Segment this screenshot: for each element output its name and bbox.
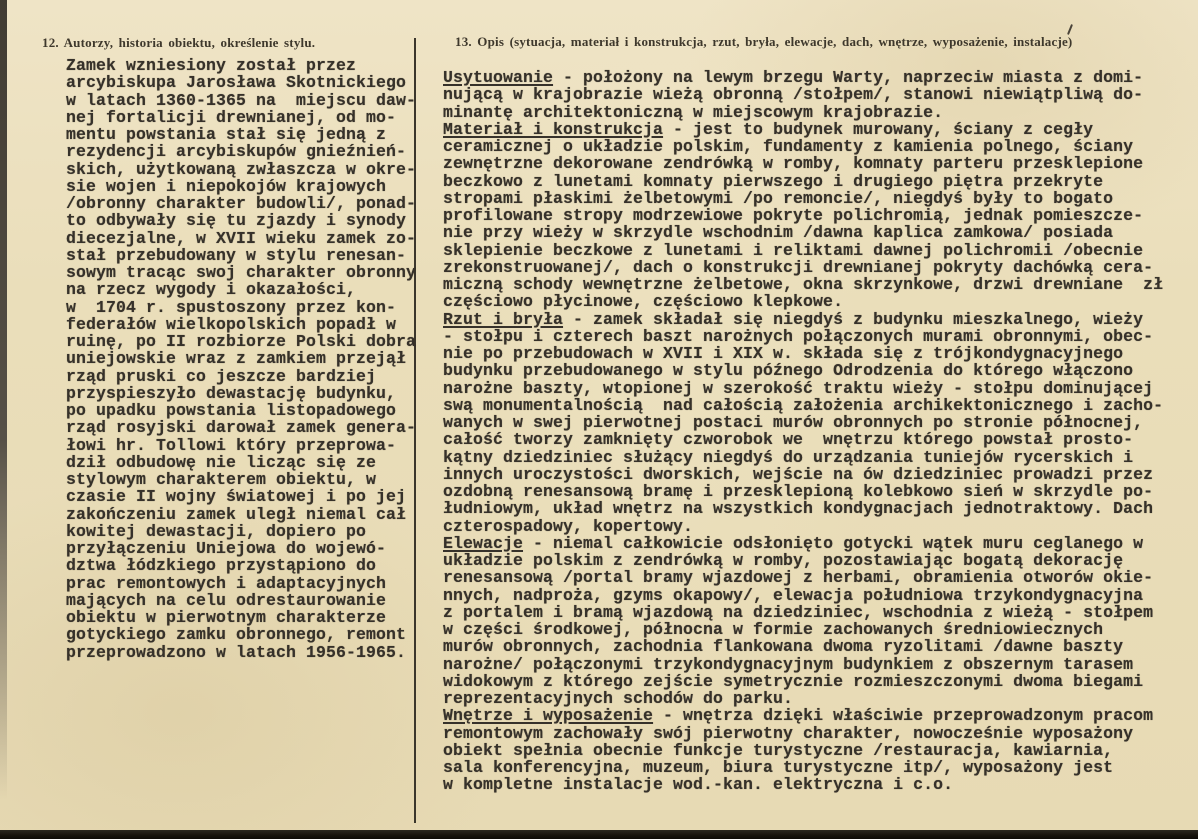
text-line: arcybiskupa Jarosława Skotnickiego: [66, 73, 407, 93]
text-line: w latach 1360-1365 na miejscu daw-: [66, 90, 417, 110]
description-column-text: [443, 69, 1188, 794]
text-line: po upadku powstania listopadowego: [66, 401, 397, 420]
text-line: nie przy wieży w skrzydle wschodnim /dawna kaplica zamkowa/ posiada: [443, 223, 1114, 243]
text-line: z portalem i bramą wjazdową na dziedziniec, wschodnia z wieżą - stołpem: [443, 602, 1154, 622]
text-line: łudniowym, układ wnętrz na wszystkich kondygnacjach jednotraktowy. Dach: [443, 499, 1154, 519]
text-line: Rzut i bryła - zamek składał się niegdyś z budynku mieszkalnego, wieży: [443, 309, 1144, 329]
text-line: - stołpu i czterech baszt narożnych połączonych murami obronnymi, obec-: [443, 326, 1154, 346]
text-line: wanych w swej pierwotnej postaci murów obronnych po stronie północnej,: [443, 413, 1144, 432]
text-line: nnych, nadproża, gzyms okapowy/, elewacja południowa trzykondygnacyjna: [443, 585, 1144, 605]
text-line: obiekt spełnia obecnie funkcje turystyczne /restauracja, kawiarnia,: [443, 740, 1114, 760]
section-13-header: 13. Opis (sytuacja, materiał i konstrukcja, rzut, bryła, elewacje, dach, wnętrze, wyposażenie, instalacje): [455, 34, 1073, 49]
text-line: przyłączeniu Uniejowa do wojewó-: [66, 539, 387, 558]
text-line: narożne/ połączonymi trzykondygnacyjnym budynkiem z obszernym tarasem: [443, 654, 1134, 674]
text-line: całość tworzy zamknięty czworobok we wnętrzu którego powstał prosto-: [443, 430, 1134, 450]
text-line: kątny dziedziniec służący niegdyś do urządzania tuniejów rycerskich i: [443, 447, 1134, 467]
text-line: narożne baszty, wtopionej w szerokość traktu wieży - stołpu dominującej: [443, 378, 1154, 398]
text-line: rząd pruski co jeszcze bardziej: [66, 366, 377, 386]
text-line: budynku przebudowanego w stylu późnego Odrodzenia do którego włączono: [443, 361, 1134, 381]
text-line: czterospadowy, kopertowy.: [443, 516, 694, 536]
text-line: ceramicznej o układzie polskim, fundamenty z kamienia polnego, ściany: [443, 137, 1134, 156]
text-line: ruinę, po II rozbiorze Polski dobra: [66, 332, 417, 351]
history-column-text: [66, 57, 438, 661]
text-line: rezydencji arcybiskupów gnieźnień-: [66, 142, 407, 162]
text-line: prac remontowych i adaptacyjnych: [66, 573, 387, 593]
text-line: renesansową /portal bramy wjazdowej z herbami, obramienia otworów okie-: [443, 568, 1154, 588]
text-line: profilowane stropy modrzewiowe pokryte polichromią, jednak pomieszcze-: [443, 206, 1144, 225]
text-line: sala konferencyjna, muzeum, biura turystyczne itp/, wyposażony jest: [443, 758, 1114, 777]
text-line: stylowym charakterem obiektu, w: [66, 470, 377, 489]
text-line: federałów wielkopolskich popadł w: [66, 314, 397, 334]
text-line: częściowo płycinowe, częściowo klepkowe.: [443, 292, 844, 312]
text-line: przeprowadzono w latach 1956-1965.: [66, 642, 407, 662]
text-line: nie po przebudowach w XVII i XIX w. składa się z trójkondygnacyjnego: [443, 344, 1124, 363]
text-line: Zamek wzniesiony został przez: [66, 56, 357, 75]
scan-edge-left: [0, 0, 7, 800]
text-line: układzie polskim z zendrówką w romby, pozostawiając bogatą dekorację: [443, 551, 1124, 570]
section-12-header: 12. Autorzy, historia obiektu, określenie stylu.: [42, 35, 316, 50]
section-heading: Elewacje: [443, 533, 524, 553]
text-line: przyspieszyło dewastację budynku,: [66, 383, 397, 403]
text-line: kowitej dewastacji, dopiero po: [66, 521, 367, 541]
text-line: czasie II wojny światowej i po jej: [66, 487, 407, 507]
text-line: stał przebudowany w stylu renesan-: [66, 245, 407, 265]
text-line: zakończeniu zamek uległ niemal cał: [66, 504, 407, 524]
scan-edge-bottom: [0, 830, 1198, 839]
text-line: sie wojen i niepokojów krajowych: [66, 176, 387, 196]
text-line: Materiał i konstrukcja - jest to budynek murowany, ściany z cegły: [443, 119, 1094, 139]
text-line: Wnętrze i wyposażenie - wnętrza dzięki właściwie przeprowadzonym pracom: [443, 706, 1154, 726]
text-line: reprezentacyjnych schodów do parku.: [443, 689, 794, 708]
text-line: beczkowo z lunetami komnaty pierwszego i drugiego piętra przekryte: [443, 171, 1104, 191]
text-line: łowi hr. Tollowi który przeprowa-: [66, 435, 397, 455]
text-line: mentu powstania stał się jedną z: [66, 125, 387, 144]
text-line: miczną schody wewnętrzne żelbetowe, okna skrzynkowe, drzwi drewniane zł: [443, 275, 1164, 294]
text-line: uniejowskie wraz z zamkiem przejął: [66, 349, 407, 369]
text-line: widokowym z którego zejście symetrycznie rozmieszczonymi dwoma biegami: [443, 671, 1144, 691]
text-line: zrekonstruowanej/, dach o konstrukcji drewnianej pokryty dachówką cera-: [443, 257, 1154, 277]
text-line: minantę architektoniczną w miejscowym krajobrazie.: [443, 102, 944, 122]
section-heading: Materiał i konstrukcja: [443, 119, 664, 139]
text-line: w 1704 r. spustoszony przez kon-: [66, 297, 397, 317]
text-line: Usytuowanie - położony na lewym brzegu Warty, naprzeciw miasta z domi-: [443, 68, 1144, 87]
text-line: w części środkowej, północna w formie zachowanych średniowiecznych: [443, 620, 1104, 639]
text-line: na rzecz wygody i okazałości,: [66, 280, 357, 300]
text-line: zewnętrzne dekorowane zendrówką w romby, komnaty parteru przesklepione: [443, 154, 1144, 174]
text-line: to odbywały się tu zjazdy i synody: [66, 211, 407, 231]
text-line: sklepienie beczkowe z lunetami i reliktami dawnej polichromii /obecnie: [443, 240, 1144, 260]
text-line: nującą w krajobrazie wieżą obronną /stołpem/, stanowi niewiątpliwą do-: [443, 85, 1144, 105]
text-line: swą monumentalnością nad całością założenia archikektonicznego i zacho-: [443, 395, 1164, 415]
text-line: innych uroczystości dworskich, wejście na ów dziedziniec prowadzi przez: [443, 464, 1154, 484]
text-line: dztwa łódzkiego przystąpiono do: [66, 556, 377, 576]
section-heading: Rzut i bryła: [443, 309, 564, 329]
text-line: w kompletne instalacje wod.-kan. elektryczna i c.o.: [443, 775, 954, 795]
text-line: murów obronnych, zachodnia flankowana dwoma ryzolitami /dawne baszty: [443, 637, 1124, 657]
text-line: /obronny charakter budowli/, ponad-: [66, 194, 417, 213]
text-line: obiektu w pierwotnym charakterze: [66, 608, 387, 627]
section-heading: Usytuowanie: [443, 68, 554, 87]
text-line: sowym tracąc swoj charakter obronny: [66, 263, 417, 282]
text-line: skich, użytkowaną zwłaszcza w okre-: [66, 159, 417, 179]
text-line: rząd rosyjski darował zamek genera-: [66, 418, 417, 438]
text-line: gotyckiego zamku obronnego, remont: [66, 625, 407, 645]
text-line: nej fortalicji drewnianej, od mo-: [66, 107, 397, 127]
text-line: dził odbudowę nie licząc się ze: [66, 452, 377, 472]
text-line: ozdobną renesansową bramę i przesklepioną kolebkowo sień w skrzydle po-: [443, 482, 1154, 501]
text-line: stropami płaskimi żelbetowymi /po remoncie/, niegdyś były to bogato: [443, 188, 1114, 208]
text-line: mających na celu odrestaurowanie: [66, 590, 387, 610]
text-line: diecezjalne, w XVII wieku zamek zo-: [66, 228, 417, 248]
text-line: remontowym zachowały swój pierwotny charakter, nowocześnie wyposażony: [443, 723, 1134, 743]
section-heading: Wnętrze i wyposażenie: [443, 706, 654, 726]
text-line: Elewacje - niemal całkowicie odsłonięto gotycki wątek muru ceglanego w: [443, 533, 1144, 553]
